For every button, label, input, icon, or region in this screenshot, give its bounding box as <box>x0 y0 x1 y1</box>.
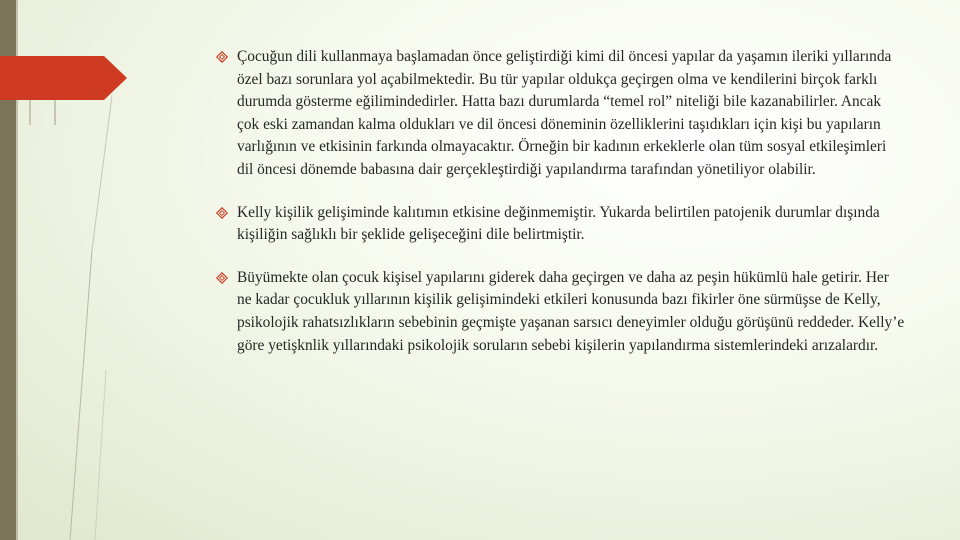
bullet-item-1 <box>216 46 906 182</box>
diamond-outline-icon <box>216 207 228 219</box>
bullet-text-3: Büyümekte olan çocuk kişisel yapılarını giderek daha geçirgen ve daha az peşin hükümlü hale getirir. Her ne kadar çocukluk yıllarının kişilik gelişimindeki etkileri konusunda bazı fikirler öne sürmüşse de Kelly, psikolojik rahatsızlıkların sebebinin geçmişte yaşanan sarsıcı deneyimler olduğu görüşünü reddeder. Kelly’e göre yetişknlik yıllarındaki psikolojik soruların sebebi kişilerin yapılandırma sistemlerindeki arızalardır. <box>237 268 905 354</box>
bullet-text-1: Çocuğun dili kullanmaya başlamadan önce geliştirdiği kimi dil öncesi yapılar da yaşamın ileriki yıllarında özel bazı sorunlara yol açabilmektedir. Bu tür yapılar oldukça geçirgen olma ve kendilerini birçok farklı durumda gösterme eğilimindedirler. Hatta bazı durumlarda “temel rol” niteliği bile kazanabilirler. Ancak çok eski zamandan kalma oldukları ve dil öncesi döneminin özelliklerini taşıdıkları için kişi bu yapıların varlığının ve etkisinin farkında olmayacaktır. Örneğin bir kadının erkeklerle olan tüm sosyal etkileşimleri dil öncesi dönemde babasına dair gerçekleştirdiği yapılandırma tarafından yönetiliyor olabilir. <box>237 48 892 178</box>
diamond-outline-icon <box>216 51 228 63</box>
diamond-outline-icon <box>216 272 228 284</box>
bullet-item-3 <box>216 267 906 357</box>
accent-arrow-shape <box>0 56 130 100</box>
slide-content <box>216 46 906 377</box>
bullet-text-2: Kelly kişilik gelişiminde kalıtımın etkisine değinmemiştir. Yukarda belirtilen patojenik durumlar dışında kişiliğin sağlıklı bir şeklide gelişeceğini dile belirtmiştir. <box>237 203 880 244</box>
bullet-item-2 <box>216 202 906 247</box>
